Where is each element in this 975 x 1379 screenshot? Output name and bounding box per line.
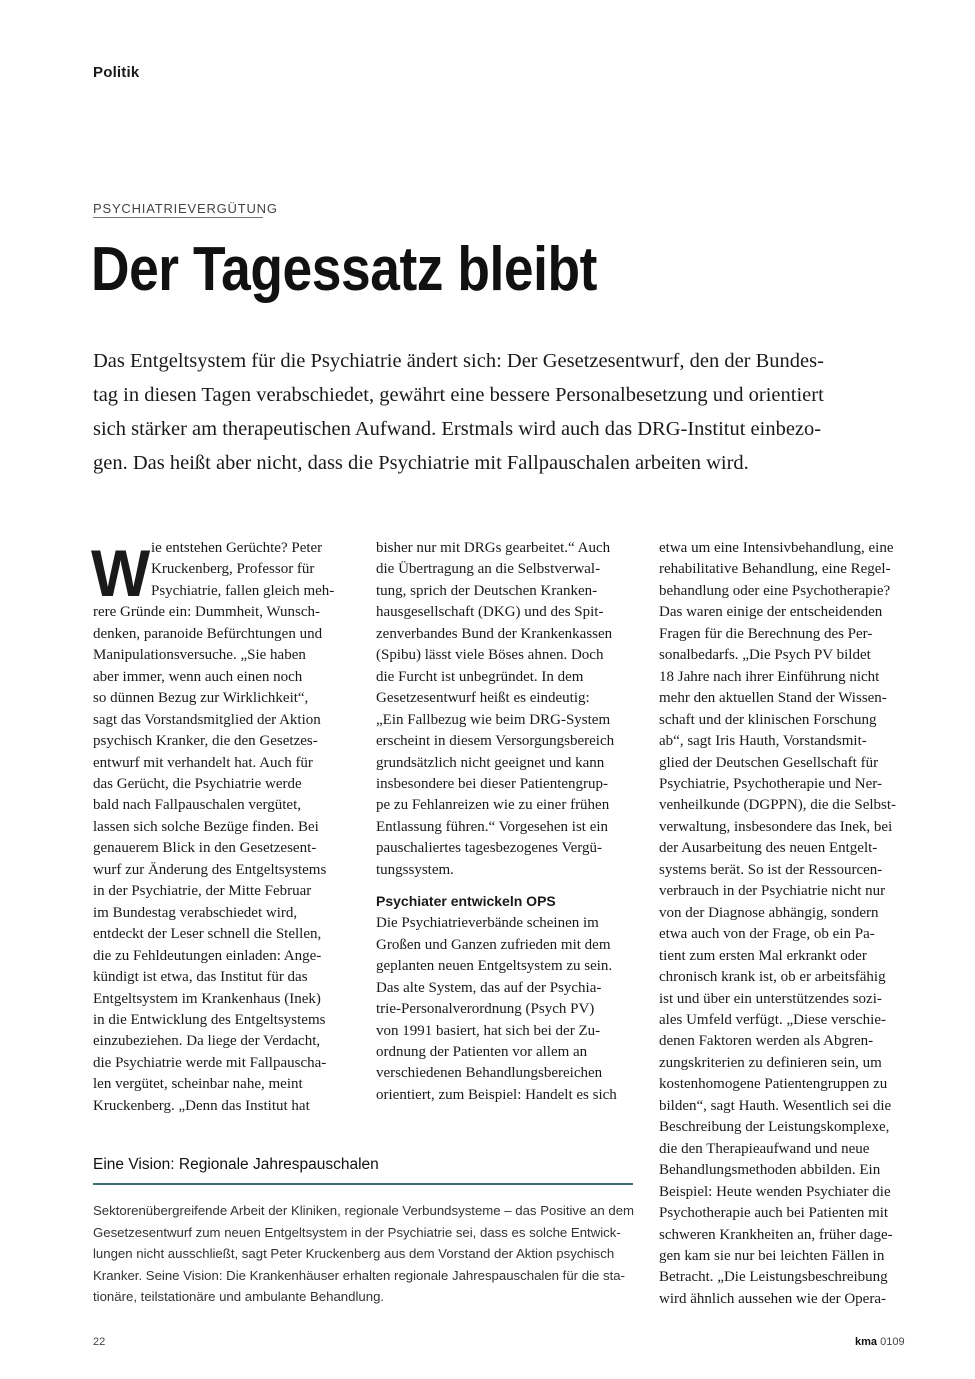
text-line: lungen nicht ausschließt, sagt Peter Kruckenberg aus dem Vorstand der Aktion psychisch <box>93 1246 615 1261</box>
text-line: von 1991 basiert, hat sich bei der Zu- <box>376 1022 601 1039</box>
text-line: etwa um eine Intensivbehandlung, eine <box>659 540 894 556</box>
text-line: der Ausarbeitung des neuen Entgelt- <box>659 840 878 857</box>
article-column-2 <box>376 538 634 1106</box>
text-line: im Bundestag verabschiedet wird, <box>93 904 298 921</box>
text-line: tionäre, teilstationäre und ambulante Behandlung. <box>93 1289 385 1304</box>
text-line: sonalbedarfs. „Die Psych PV bildet <box>659 647 871 664</box>
text-line: Das waren einige der entscheidenden <box>659 604 883 621</box>
text-line: die Psychiatrie werde mit Fallpauscha- <box>93 1054 327 1071</box>
text-line: aber immer, wenn auch einen noch <box>93 668 303 685</box>
text-line: trie-Personalverordnung (Psych PV) <box>376 1001 595 1018</box>
text-line: tient zum ersten Mal erkrankt oder <box>659 947 867 964</box>
lead-line: gen. Das heißt aber nicht, dass die Psychiatrie mit Fallpauschalen arbeiten wird. <box>93 452 749 474</box>
text-line: in die Entwicklung des Entgeltsystems <box>93 1011 326 1028</box>
text-line: psychisch Kranker, die den Gesetzes- <box>93 733 318 750</box>
text-line: sagt das Vorstandsmitglied der Aktion <box>93 711 321 728</box>
lead-line: tag in diesen Tagen verabschiedet, gewährt eine bessere Personalbesetzung und orientiert <box>93 384 824 406</box>
infobox-rule <box>93 1183 633 1185</box>
text-line: pauschaliertes tagesbezogenes Vergü- <box>376 840 603 857</box>
text-line: Behandlungsmethoden abbilden. Ein <box>659 1162 881 1179</box>
text-line: denken, paranoide Befürchtungen und <box>93 625 323 642</box>
text-line: verwaltung, insbesondere das Inek, bei <box>659 818 893 835</box>
text-line: insbesondere bei dieser Patientengrup- <box>376 775 609 792</box>
text-line: die Übertragung an die Selbstverwal- <box>376 561 601 578</box>
text-line: Das alte System, das auf der Psychia- <box>376 979 602 996</box>
text-line: Entlassung führen.“ Vorgesehen ist ein <box>376 818 609 835</box>
section-label: Politik <box>93 64 140 81</box>
text-line: Psychiatrie, Psychotherapie und Ner- <box>659 775 882 792</box>
text-line: Sektorenübergreifende Arbeit der Kliniken, regionale Verbundsysteme – das Positive an dem <box>93 1203 635 1218</box>
infobox-text <box>93 1200 638 1308</box>
text-line: „Ein Fallbezug wie beim DRG-System <box>376 711 611 728</box>
column-2-text <box>376 538 634 881</box>
text-line: etwa auch von der Frage, ob ein Pa- <box>659 926 875 943</box>
text-line: tung, sprich der Deutschen Kranken- <box>376 582 598 599</box>
page-number: 22 <box>93 1336 106 1348</box>
text-line: behandlung oder eine Psychotherapie? <box>659 582 891 599</box>
text-line: grundsätzlich nicht geeignet und kann <box>376 754 605 771</box>
text-line: verschiedenen Behandlungsbereichen <box>376 1065 603 1082</box>
text-line: erscheint in diesem Versorgungsbereich <box>376 733 615 750</box>
text-line: genauerem Blick in den Gesetzesent- <box>93 840 317 857</box>
drop-cap: W <box>91 536 151 610</box>
text-line: geplanten neuen Entgeltsystem zu sein. <box>376 958 613 975</box>
headline: Der Tagessatz bleibt <box>91 235 597 304</box>
text-line: wird ähnlich aussehen wie der Opera- <box>659 1290 886 1307</box>
text-line: wurf zur Änderung des Entgeltsystems <box>93 861 327 878</box>
text-line: Psychotherapie auch bei Patienten mit <box>659 1205 889 1222</box>
text-line: denen Faktoren werden als Abgren- <box>659 1033 874 1050</box>
lead-line: Das Entgeltsystem für die Psychiatrie ändert sich: Der Gesetzesentwurf, den der Bundes- <box>93 350 824 372</box>
infobox-title: Eine Vision: Regionale Jahrespauschalen <box>93 1156 379 1173</box>
text-line: von der Diagnose abhängig, sondern <box>659 904 879 921</box>
text-line: systems berät. So ist der Ressourcen- <box>659 861 883 878</box>
text-line: schaft und der klinischen Forschung <box>659 711 877 728</box>
text-line: die den Therapieaufwand und neue <box>659 1140 870 1157</box>
text-line: lassen sich solche Bezüge finden. Bei <box>93 818 319 835</box>
text-line: kostenhomogene Patientengruppen zu <box>659 1076 888 1093</box>
issue-number: 0109 <box>880 1336 905 1348</box>
text-line: pe zu Fehlanreizen wie zu einer frühen <box>376 797 610 814</box>
lead-paragraph <box>93 344 893 480</box>
text-line: entdeckt der Leser schnell die Stellen, <box>93 926 322 943</box>
text-line: Kruckenberg. „Denn das Institut hat <box>93 1097 310 1114</box>
text-line: so dünnen Bezug zur Wirklichkeit“, <box>93 690 309 707</box>
text-line: ordnung der Patienten vor allem an <box>376 1043 588 1060</box>
text-line: die zu Fehldeutungen einladen: Ange- <box>93 947 322 964</box>
text-line: tungssystem. <box>376 861 454 878</box>
text-line: in der Psychiatrie, der Mitte Februar <box>93 883 312 900</box>
kicker: PSYCHIATRIEVERGÜTUNG <box>93 201 278 216</box>
text-line: Manipulationsversuche. „Sie haben <box>93 647 306 664</box>
subheading: Psychiater entwickeln OPS <box>376 893 556 910</box>
text-line: Betracht. „Die Leistungsbeschreibung <box>659 1269 888 1286</box>
text-line: Beschreibung der Leistungskomplexe, <box>659 1119 890 1136</box>
text-line: ist und über ein unterstützendes sozi- <box>659 990 882 1007</box>
text-line: chronisch krank ist, ob er arbeitsfähig <box>659 969 886 986</box>
text-line: hausgesellschaft (DKG) und des Spit- <box>376 604 604 621</box>
text-line: entwurf mit verhandelt hat. Auch für <box>93 754 313 771</box>
text-line: bald nach Fallpauschalen vergütet, <box>93 797 301 814</box>
text-line: kündigt ist etwa, das Institut für das <box>93 969 308 986</box>
text-line: die Furcht ist unbegründet. In dem <box>376 668 584 685</box>
text-line: Gesetzesentwurf zum neuen Entgeltsystem in der Psychiatrie sei, dass es solche Entwick- <box>93 1224 621 1240</box>
article-column-1 <box>93 538 351 1117</box>
text-line: 18 Jahre nach ihrer Einführung nicht <box>659 668 880 685</box>
text-line: das Gerücht, die Psychiatrie werde <box>93 775 302 792</box>
text-line: glied der Deutschen Gesellschaft für <box>659 754 879 771</box>
kicker-underline <box>93 217 263 218</box>
text-line: rehabilitative Behandlung, eine Regel- <box>659 561 891 578</box>
text-line: zungskriterien zu definieren sein, um <box>659 1054 882 1071</box>
text-line: Kranker. Seine Vision: Die Krankenhäuser erhalten regionale Jahrespauschalen für die sta- <box>93 1267 625 1283</box>
text-line: Entgeltsystem im Krankenhaus (Inek) <box>93 990 321 1007</box>
text-line: (Spibu) lässt viele Böses ahnen. Doch <box>376 647 604 664</box>
text-line: Fragen für die Berechnung des Per- <box>659 625 873 642</box>
text-line: ales Umfeld verfügt. „Diese verschie- <box>659 1011 886 1028</box>
magazine-name: kma <box>855 1336 878 1348</box>
text-line: Beispiel: Heute wenden Psychiater die <box>659 1183 891 1200</box>
text-line: zenverbandes Bund der Krankenkassen <box>376 625 613 642</box>
text-line: einzubeziehen. Da liege der Verdacht, <box>93 1033 321 1050</box>
text-line: Die Psychiatrieverbände scheinen im <box>376 915 599 932</box>
text-line: gen kam sie nur bei leichten Fällen in <box>659 1247 885 1264</box>
text-line: venheilkunde (DGPPN), die die Selbst- <box>659 797 897 814</box>
text-line: verbrauch in der Psychiatrie nicht nur <box>659 883 886 900</box>
text-line: Gesetzesentwurf heißt es eindeutig: <box>376 690 590 707</box>
text-line: mehr den aktuellen Stand der Wissen- <box>659 690 887 707</box>
magazine-footer <box>855 1336 905 1348</box>
text-line: bilden“, sagt Hauth. Wesentlich sei die <box>659 1097 892 1114</box>
text-line: bisher nur mit DRGs gearbeitet.“ Auch <box>376 540 611 556</box>
text-line: schweren Krankheiten an, früher dage- <box>659 1226 893 1243</box>
text-line: orientiert, zum Beispiel: Handelt es sich <box>376 1086 617 1103</box>
lead-line: sich stärker am therapeutischen Aufwand. Erstmals wird auch das DRG-Institut einbezo- <box>93 418 822 440</box>
article-column-3 <box>659 538 917 1310</box>
text-line: rere Gründe ein: Dummheit, Wunsch- <box>93 604 320 621</box>
text-line: ie entstehen Gerüchte? Peter <box>151 540 323 556</box>
column-2-text-continued <box>376 913 634 1106</box>
text-line: len vergütet, scheinbar nahe, meint <box>93 1076 303 1093</box>
text-line: Großen und Ganzen zufrieden mit dem <box>376 936 611 953</box>
text-line: Psychiatrie, fallen gleich meh- <box>151 582 335 599</box>
text-line: ab“, sagt Iris Hauth, Vorstandsmit- <box>659 733 867 750</box>
text-line: Kruckenberg, Professor für <box>151 561 315 578</box>
